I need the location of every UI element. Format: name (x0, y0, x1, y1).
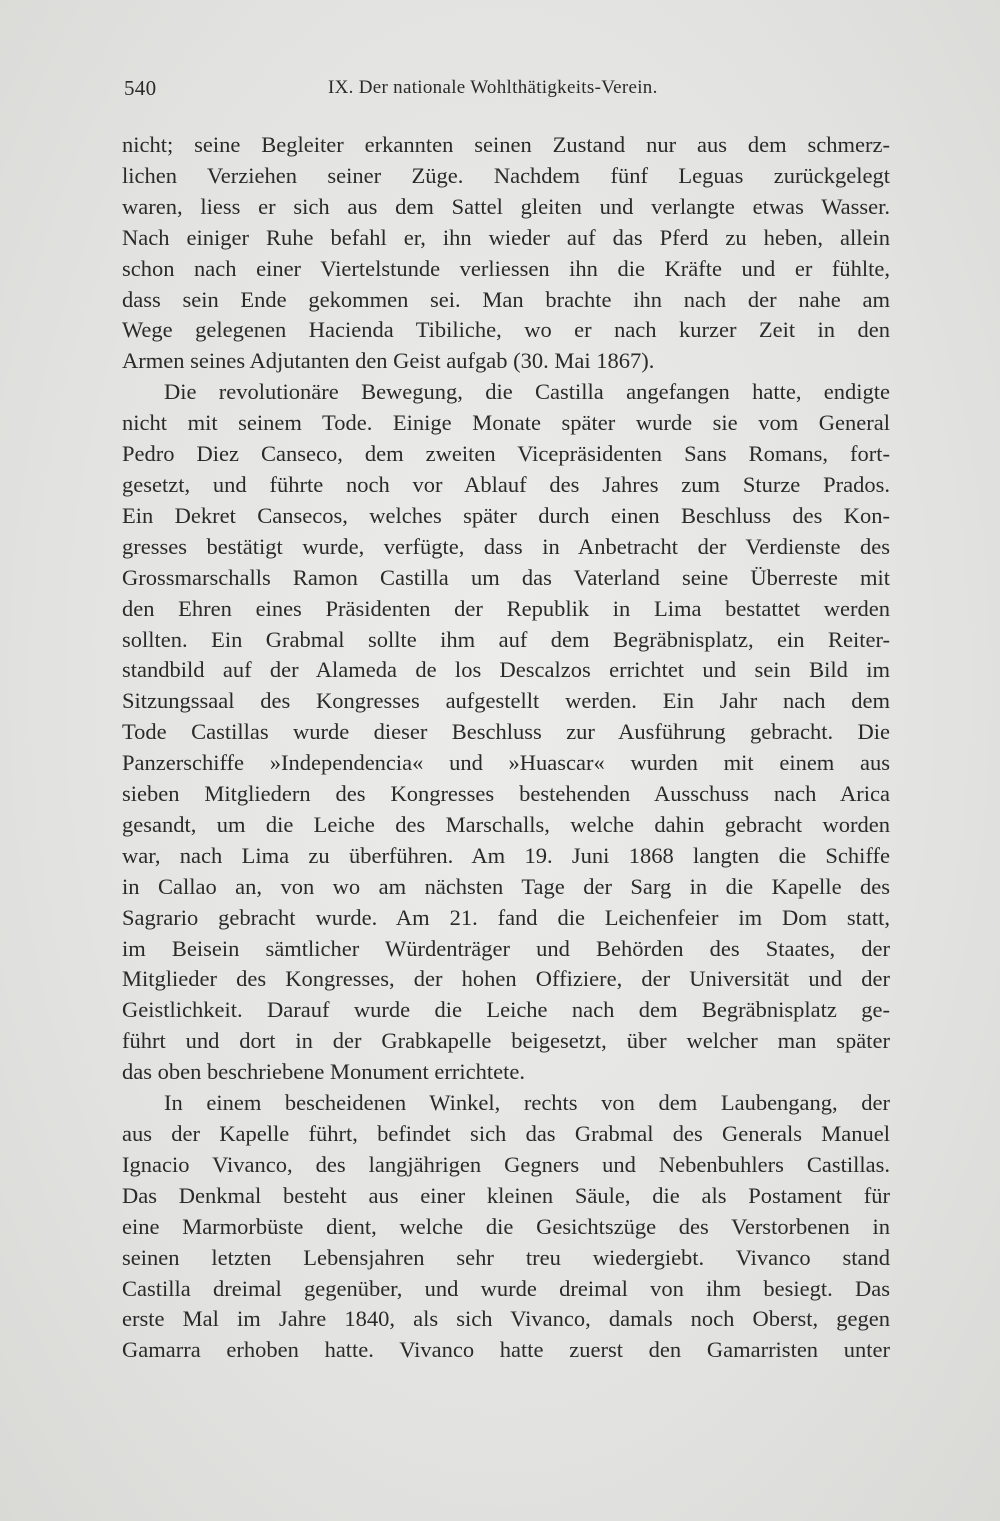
text-line: sieben Mitgliedern des Kongresses bestehenden Ausschuss nach Arica (122, 781, 890, 807)
text-line: Gamarra erhoben hatte. Vivanco hatte zuerst den Gamarristen unter (122, 1337, 890, 1363)
body-text (122, 130, 890, 1366)
text-line: Sagrario gebracht wurde. Am 21. fand die Leichenfeier im Dom statt, (122, 904, 890, 930)
text-line: schon nach einer Viertelstunde verliessen ihn die Kräfte und er fühlte, (122, 255, 890, 281)
text-line: Armen seines Adjutanten den Geist aufgab (30. Mai 1867). (122, 348, 655, 374)
text-line: Ein Dekret Cansecos, welches später durch einen Beschluss des Kon- (122, 502, 890, 528)
text-line: das oben beschriebene Monument errichtete. (122, 1059, 525, 1085)
text-line: Wege gelegenen Hacienda Tibiliche, wo er nach kurzer Zeit in den (122, 317, 890, 343)
text-line: Nach einiger Ruhe befahl er, ihn wieder auf das Pferd zu heben, allein (122, 224, 890, 250)
text-line: Pedro Diez Canseco, dem zweiten Vicepräsidenten Sans Romans, fort- (122, 441, 890, 467)
text-line: eine Marmorbüste dient, welche die Gesichtszüge des Verstorbenen in (122, 1213, 890, 1239)
text-line: Tode Castillas wurde dieser Beschluss zur Ausführung gebracht. Die (122, 719, 890, 745)
text-line: Grossmarschalls Ramon Castilla um das Vaterland seine Überreste mit (122, 564, 890, 590)
text-line: nicht; seine Begleiter erkannten seinen Zustand nur aus dem schmerz- (122, 132, 890, 157)
text-line: führt und dort in der Grabkapelle beigesetzt, über welcher man später (122, 1028, 890, 1054)
text-line: in Callao an, von wo am nächsten Tage der Sarg in die Kapelle des (122, 873, 890, 899)
text-line: In einem bescheidenen Winkel, rechts von dem Laubengang, der (164, 1090, 890, 1116)
text-line: Sitzungssaal des Kongresses aufgestellt werden. Ein Jahr nach dem (122, 688, 890, 714)
text-line: erste Mal im Jahre 1840, als sich Vivanco, damals noch Oberst, gegen (122, 1306, 890, 1332)
text-line: Panzerschiffe »Independencia« und »Huascar« wurden mit einem aus (122, 750, 890, 776)
text-line: Mitglieder des Kongresses, der hohen Offiziere, der Universität und der (122, 966, 890, 992)
running-title: IX. Der nationale Wohlthätigkeits-Verein. (328, 77, 658, 98)
text-line: im Beisein sämtlicher Würdenträger und Behörden des Staates, der (122, 935, 890, 961)
text-line: Geistlichkeit. Darauf wurde die Leiche nach dem Begräbnisplatz ge- (122, 997, 890, 1023)
page-number: 540 (124, 76, 157, 100)
text-line: gresses bestätigt wurde, verfügte, dass in Anbetracht der Verdienste des (122, 533, 890, 559)
text-line: gesetzt, und führte noch vor Ablauf des Jahres zum Sturze Prados. (122, 471, 890, 497)
text-line: waren, liess er sich aus dem Sattel gleiten und verlangte etwas Wasser. (122, 193, 890, 219)
paragraph (122, 377, 890, 1088)
text-line: Die revolutionäre Bewegung, die Castilla angefangen hatte, endigte (164, 379, 890, 405)
text-line: lichen Verziehen seiner Züge. Nachdem fünf Leguas zurückgelegt (122, 162, 890, 188)
text-line: gesandt, um die Leiche des Marschalls, welche dahin gebracht worden (122, 811, 890, 837)
text-line: nicht mit seinem Tode. Einige Monate später wurde sie vom General (122, 410, 890, 436)
text-line: seinen letzten Lebensjahren sehr treu wiedergiebt. Vivanco stand (122, 1244, 890, 1270)
page-header (122, 74, 886, 104)
text-line: den Ehren eines Präsidenten der Republik in Lima bestattet werden (122, 595, 890, 621)
text-line: aus der Kapelle führt, befindet sich das Grabmal des Generals Manuel (122, 1121, 890, 1146)
text-line: war, nach Lima zu überführen. Am 19. Juni 1868 langten die Schiffe (122, 842, 890, 868)
text-line: sollten. Ein Grabmal sollte ihm auf dem Begräbnisplatz, ein Reiter- (122, 626, 890, 652)
text-line: Ignacio Vivanco, des langjährigen Gegners und Nebenbuhlers Castillas. (122, 1151, 890, 1177)
text-line: standbild auf der Alameda de los Descalzos errichtet und sein Bild im (122, 657, 890, 683)
paragraph (122, 130, 890, 377)
paragraph (122, 1088, 890, 1366)
text-line: dass sein Ende gekommen sei. Man brachte ihn nach der nahe am (122, 286, 890, 312)
text-line: Das Denkmal besteht aus einer kleinen Säule, die als Postament für (122, 1182, 890, 1208)
text-line: Castilla dreimal gegenüber, und wurde dreimal von ihm besiegt. Das (122, 1275, 890, 1301)
